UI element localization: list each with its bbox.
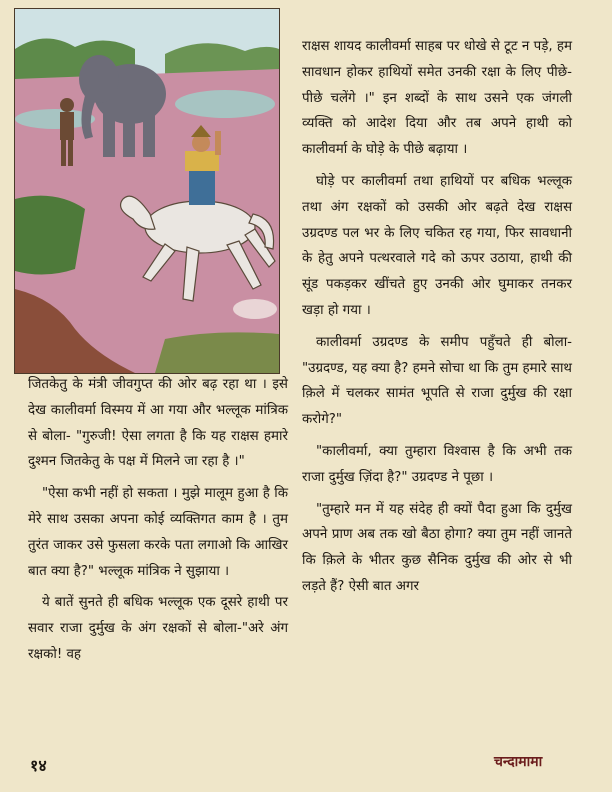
paragraph: जितकेतु के मंत्री जीवगुप्त की ओर बढ़ रहा था । इसे देख कालीवर्मा विस्मय में आ गया और भल्लूक मांत्रिक से बोला- "गुरुजी! ऐसा लगता है कि यह राक्षस हमारे दुश्मन जितकेतु के पक्ष में मिलने जा रहा है ।": [28, 377, 288, 470]
paragraph: ये बातें सुनते ही बधिक भल्लूक एक दूसरे हाथी पर सवार राजा दुर्मुख के अंग रक्षकों से बोला-"अरे अंग रक्षको! वह: [28, 595, 288, 662]
paragraph: राक्षस शायद कालीवर्मा साहब पर धोखे से टूट न पड़े, हम सावधान होकर हाथियों समेत उनकी रक्षा के लिए पीछे-पीछे चलेंगे ।" इन शब्दों के साथ उसने एक जंगली व्यक्ति को आदेश दिया और तब अपने हाथी को कालीवर्मा के घोड़े के पीछे बढ़ाया ।: [302, 39, 572, 158]
page-number: १४: [30, 756, 47, 775]
left-text-column: [28, 372, 288, 674]
right-text-column: [302, 34, 572, 606]
paragraph: घोड़े पर कालीवर्मा तथा हाथियों पर बधिक भल्लूक तथा अंग रक्षकों को उसकी ओर बढ़ते देख राक्षस उग्रदण्ड पल भर के लिए चकित रह गया, फिर सावधानी के हेतु अपने पत्थरवाले गदे को ऊपर उठाया, हाथी की सूंड पकड़कर खींचते हुए उनकी ओर घुमाकर तनकर खड़ा हो गया ।: [302, 173, 572, 318]
paragraph: कालीवर्मा उग्रदण्ड के समीप पहुँचते ही बोला-"उग्रदण्ड, यह क्या है? हमने सोचा था कि तुम हमारे साथ क़िले में चलकर सामंत भूपति से राजा दुर्मुख की रक्षा करोगे?": [302, 334, 572, 428]
elephant-and-horse-rider-icon: [15, 9, 279, 373]
magazine-title: चन्दामामा: [494, 754, 543, 770]
paragraph: "तुम्हारे मन में यह संदेह ही क्यों पैदा हुआ कि दुर्मुख अपने प्राण अब तक खो बैठा होगा? क्या तुम नहीं जानते कि क़िले के भीतर कुछ सैनिक दुर्मुख की ओर से भी लड़ते हैं? ऐसी बात अगर: [302, 501, 572, 594]
paragraph: "कालीवर्मा, क्या तुम्हारा विश्वास है कि अभी तक राजा दुर्मुख ज़िंदा है?" उग्रदण्ड ने पूछा ।: [302, 443, 572, 485]
paragraph: "ऐसा कभी नहीं हो सकता । मुझे मालूम हुआ है कि मेरे साथ उसका अपना कोई व्यक्तिगत काम है । तुम तुरंत जाकर उसे फुसला करके पता लगाओ कि आखिर बात क्या है?" भल्लूक मांत्रिक ने सुझाया ।: [28, 486, 288, 579]
story-illustration: [14, 8, 280, 374]
